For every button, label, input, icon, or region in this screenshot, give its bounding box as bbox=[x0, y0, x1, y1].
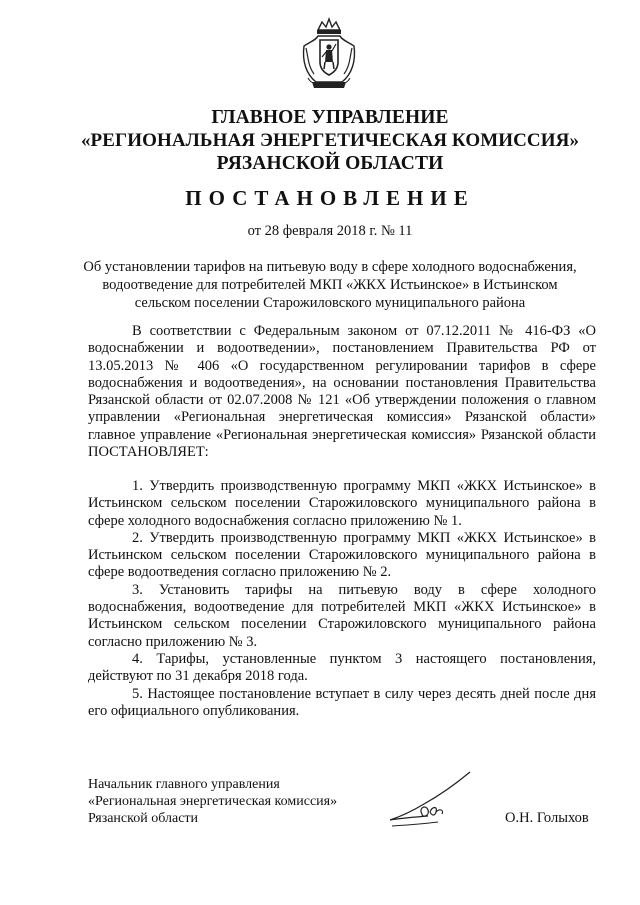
document-subject bbox=[80, 258, 580, 312]
resolution-item-3: 3. Установить тарифы на питьевую воду в сфере холодного водоснабжения, водоотведение для потребителей МКП «ЖКХ Истьинское» в Истьинском сельском поселении Старожиловского муниципального района согласно приложению № 3. bbox=[88, 581, 596, 650]
signatory-position-line-2: «Региональная энергетическая комиссия» bbox=[88, 794, 338, 809]
resolution-item-2: 2. Утвердить производственную программу МКП «ЖКХ Истьинское» в Истьинском сельском поселении Старожиловского муниципального района в сфере водоотведения согласно приложению № 2. bbox=[88, 529, 596, 581]
subject-line-1: Об установлении тарифов на питьевую воду в сфере холодного водоснабжения, bbox=[83, 259, 577, 275]
signatory-position-line-3: Рязанской области bbox=[88, 811, 199, 826]
coat-of-arms-icon bbox=[296, 16, 362, 92]
document-date-number: от 28 февраля 2018 г. № 11 bbox=[247, 223, 413, 239]
header-line-1: ГЛАВНОЕ УПРАВЛЕНИЕ bbox=[211, 107, 449, 128]
signatory-position-line-1: Начальник главного управления bbox=[88, 777, 280, 792]
subject-line-3: сельском поселении Старожиловского муниципального района bbox=[134, 295, 526, 311]
resolution-item-5: 5. Настоящее постановление вступает в силу через десять дней после дня его официального опубликования. bbox=[88, 685, 596, 719]
handwritten-signature bbox=[378, 768, 478, 830]
signatory-name: О.Н. Голыхов bbox=[505, 810, 589, 826]
document-type-title: ПОСТАНОВЛЕНИЕ bbox=[185, 186, 475, 210]
header-line-2: «РЕГИОНАЛЬНАЯ ЭНЕРГЕТИЧЕСКАЯ КОМИССИЯ» bbox=[80, 130, 580, 151]
resolution-item-4: 4. Тарифы, установленные пунктом 3 настоящего постановления, действуют по 31 декабря 2018 года. bbox=[88, 650, 596, 685]
subject-line-2: водоотведение для потребителей МКП «ЖКХ Истьинское» в Истьинском bbox=[102, 277, 558, 293]
header-line-3: РЯЗАНСКОЙ ОБЛАСТИ bbox=[216, 153, 444, 174]
preamble-paragraph: В соответствии с Федеральным законом от 07.12.2011 № 416-ФЗ «О водоснабжении и водоотведении», постановлением Правительства РФ от 13.05.2013 № 406 «О государственном регулировании тарифов в сфере водоснабжения и водоотведения», на основании постановления Правительства Рязанской области от 02.07.2008 № 121 «Об утверждении положения о главном управлении «Региональная энергетическая комиссия» Рязанской области» главное управление «Региональная энергетическая комиссия» Рязанской области ПОСТАНОВЛЯЕТ: bbox=[88, 323, 596, 461]
resolution-item-1: 1. Утвердить производственную программу МКП «ЖКХ Истьинское» в Истьинском сельском поселении Старожиловского муниципального района в сфере холодного водоснабжения согласно приложению № 1. bbox=[88, 478, 596, 529]
resolution-items bbox=[88, 478, 596, 720]
signatory-position bbox=[88, 776, 337, 827]
